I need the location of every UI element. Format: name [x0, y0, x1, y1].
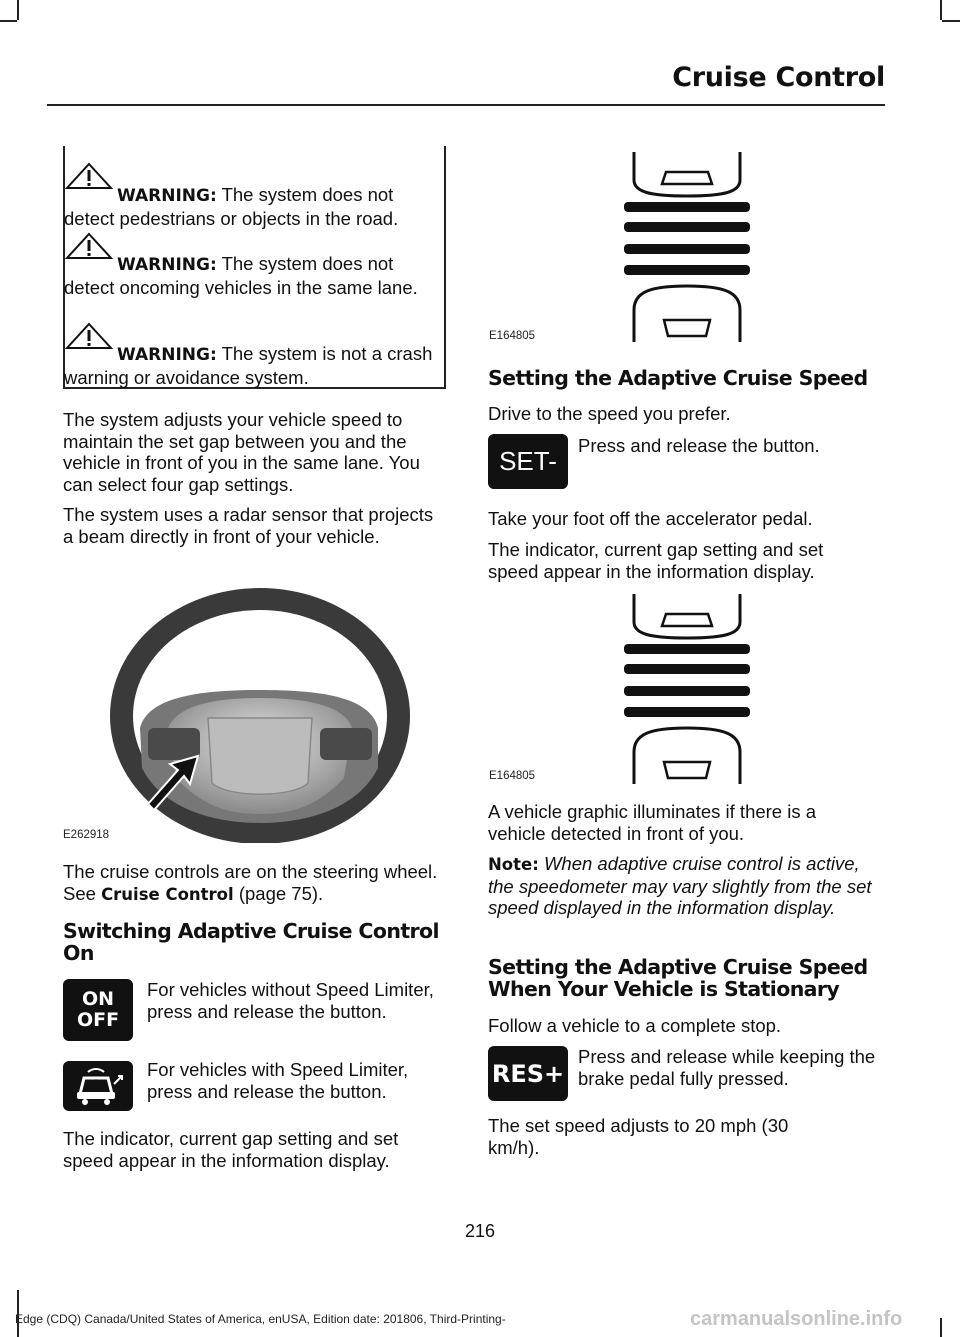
paragraph-drive: Drive to the speed you prefer. [488, 403, 731, 424]
paragraph-text: (page 75). [233, 882, 324, 904]
warning-text: The system does not detect pedestrians or objects in the road. [64, 184, 399, 229]
warning-2 [64, 253, 442, 298]
paragraph-indicator-right: The indicator, current gap setting and set speed appear in the information display. [488, 539, 824, 582]
page-title: Cruise Control [672, 62, 885, 93]
figure-code: E262918 [63, 829, 110, 841]
warning-label: WARNING: [117, 186, 217, 206]
watermark: carmanualsonline.info [690, 1308, 903, 1330]
header-rule [47, 104, 885, 106]
paragraph-indicator-left: The indicator, current gap setting and set speed appear in the information display. [63, 1128, 399, 1171]
button-label: ON [81, 988, 115, 1010]
page-number: 216 [464, 1221, 496, 1241]
edition-info: Edge (CDQ) Canada/United States of America, enUSA, Edition date: 201806, Third-Printing- [15, 1312, 506, 1326]
paragraph-radar-sensor: The system uses a radar sensor that projects a beam directly in front of your vehicle. [63, 504, 434, 547]
crop-mark [17, 0, 19, 20]
paragraph-press-keep-brake: Press and release while keeping the brake pedal fully pressed. [578, 1046, 876, 1089]
paragraph-follow: Follow a vehicle to a complete stop. [488, 1015, 782, 1036]
crop-mark [942, 20, 960, 22]
res-plus-button-icon: RES+ [488, 1046, 568, 1101]
gap-setting-graphic [620, 594, 754, 786]
crop-mark [0, 20, 17, 22]
gap-setting-graphic [620, 152, 754, 344]
on-off-button-icon [63, 979, 133, 1041]
figure-code: E164805 [489, 330, 536, 342]
paragraph-without-limiter: For vehicles without Speed Limiter, press and release the button. [147, 979, 434, 1022]
paragraph-foot-off: Take your foot off the accelerator pedal. [488, 508, 813, 529]
paragraph-with-limiter: For vehicles with Speed Limiter, press and release the button. [147, 1059, 409, 1102]
cross-reference-link[interactable]: Cruise Control [101, 884, 234, 904]
note-text: When adaptive cruise control is active, the speedometer may vary slightly from the set speed displayed in the information display. [488, 853, 872, 918]
figure-code: E164805 [489, 770, 536, 782]
crop-mark [940, 1318, 942, 1337]
note [488, 853, 878, 919]
paragraph-text: The cruise controls are on the steering wheel. See [63, 861, 438, 904]
warning-3 [64, 343, 442, 388]
paragraph-press-release: Press and release the button. [578, 435, 820, 456]
steering-wheel-image [108, 578, 413, 843]
heading-stationary: Setting the Adaptive Cruise Speed When Your Vehicle is Stationary [488, 955, 868, 1001]
button-label: OFF [76, 1009, 120, 1031]
paragraph-vehicle-graphic: A vehicle graphic illuminates if there is a vehicle detected in front of you. [488, 801, 817, 844]
warning-label: WARNING: [117, 255, 217, 275]
paragraph-speed-adjusts: The set speed adjusts to 20 mph (30 km/h). [488, 1115, 789, 1158]
crop-mark [940, 0, 942, 20]
speed-limiter-icon [63, 1061, 133, 1111]
warning-1 [64, 184, 442, 229]
heading-setting-speed: Setting the Adaptive Cruise Speed [488, 366, 868, 390]
paragraph-system-adjusts: The system adjusts your vehicle speed to maintain the set gap between you and the vehicle in front of you in the same lane. You can select four gap settings. [63, 409, 420, 495]
warning-text: The system does not detect oncoming vehicles in the same lane. [64, 253, 418, 298]
warning-text: The system is not a crash warning or avoidance system. [64, 343, 433, 388]
heading-switching-on: Switching Adaptive Cruise Control On [63, 919, 439, 965]
note-label: Note: [488, 855, 539, 874]
warning-label: WARNING: [117, 345, 217, 365]
paragraph-controls [63, 861, 448, 905]
set-minus-button-icon: SET- [488, 434, 568, 489]
speed-limiter-icon [68, 1064, 128, 1108]
